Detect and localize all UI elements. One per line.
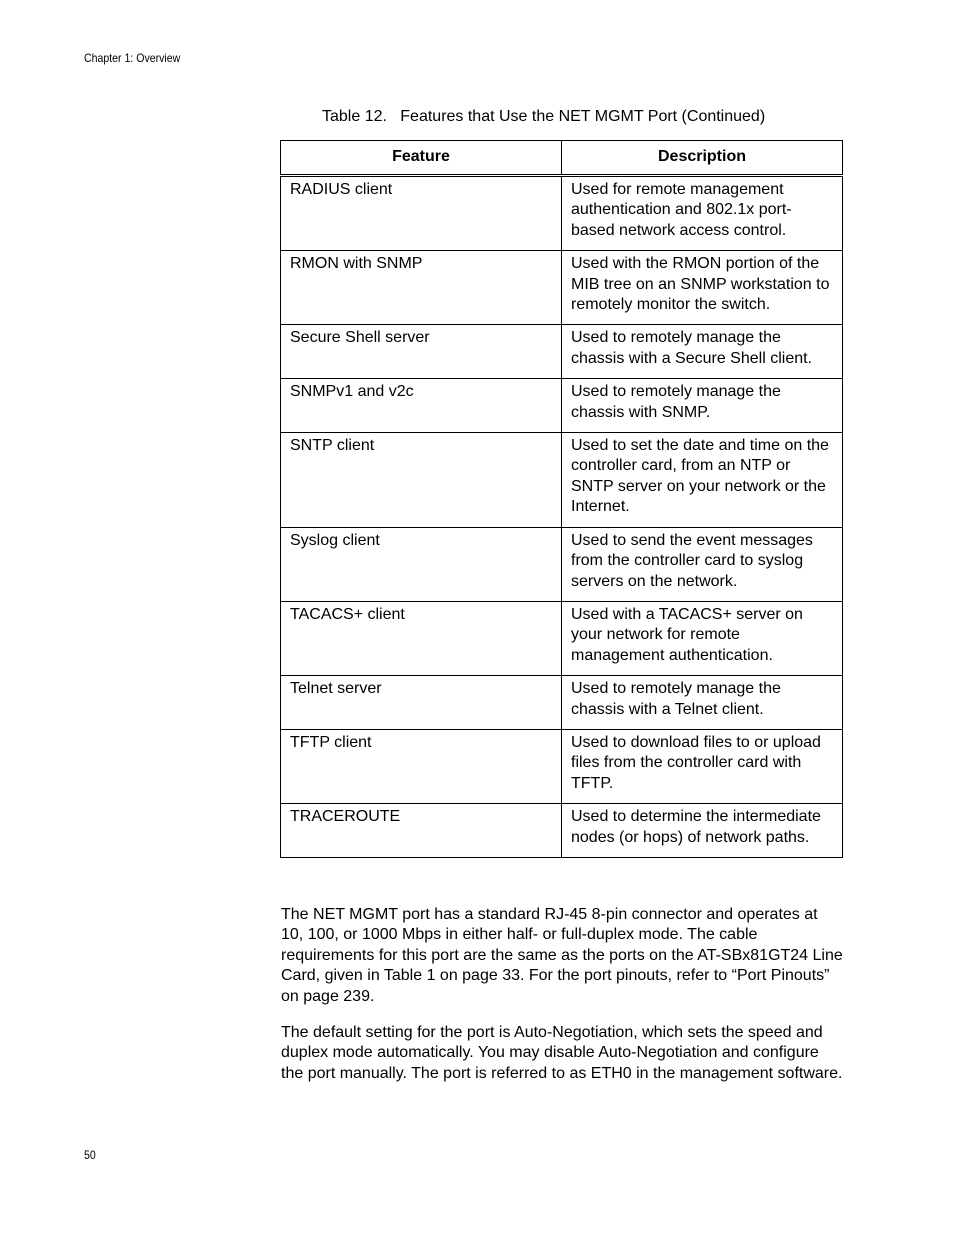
- table-row: [281, 601, 843, 675]
- feature-cell: Telnet server: [281, 676, 562, 730]
- description-cell: Used to remotely manage the chassis with SNMP.: [562, 379, 843, 433]
- feature-cell: SNTP client: [281, 433, 562, 528]
- table-row: [281, 527, 843, 601]
- table-header-row: [281, 141, 843, 176]
- column-header-feature: Feature: [281, 141, 562, 176]
- feature-cell: TACACS+ client: [281, 601, 562, 675]
- table-row: [281, 729, 843, 803]
- description-cell: Used to determine the intermediate nodes (or hops) of network paths.: [562, 804, 843, 858]
- features-table: [280, 140, 843, 858]
- description-cell: Used for remote management authentication and 802.1x port-based network access control.: [562, 176, 843, 251]
- feature-cell: Syslog client: [281, 527, 562, 601]
- body-paragraph-default-setting: The default setting for the port is Auto-Negotiation, which sets the speed and duplex mode automatically. You may disable Auto-Negotiation and configure the port manually. The port is referred to as ETH0 in the management software.: [281, 1024, 843, 1082]
- table-row: [281, 379, 843, 433]
- description-cell: Used to send the event messages from the controller card to syslog servers on the network.: [562, 527, 843, 601]
- description-cell: Used to remotely manage the chassis with a Secure Shell client.: [562, 325, 843, 379]
- table-row: [281, 176, 843, 251]
- feature-cell: RMON with SNMP: [281, 251, 562, 325]
- description-cell: Used with a TACACS+ server on your network for remote management authentication.: [562, 601, 843, 675]
- column-header-description: Description: [562, 141, 843, 176]
- feature-cell: RADIUS client: [281, 176, 562, 251]
- feature-cell: Secure Shell server: [281, 325, 562, 379]
- table-row: [281, 325, 843, 379]
- table-row: [281, 433, 843, 528]
- feature-cell: SNMPv1 and v2c: [281, 379, 562, 433]
- description-cell: Used with the RMON portion of the MIB tree on an SNMP workstation to remotely monitor the switch.: [562, 251, 843, 325]
- feature-cell: TFTP client: [281, 729, 562, 803]
- description-cell: Used to remotely manage the chassis with a Telnet client.: [562, 676, 843, 730]
- table-caption: Table 12. Features that Use the NET MGMT Port (Continued): [322, 108, 766, 125]
- table-row: [281, 676, 843, 730]
- running-header: Chapter 1: Overview: [84, 51, 181, 65]
- feature-cell: TRACEROUTE: [281, 804, 562, 858]
- table-row: [281, 251, 843, 325]
- page-number: 50: [84, 1148, 96, 1162]
- body-paragraph-connector: The NET MGMT port has a standard RJ-45 8-pin connector and operates at 10, 100, or 1000 Mbps in either half- or full-duplex mode. The cable requirements for this port are the same as the ports on the AT-SBx81GT24 Line Card, given in Table 1 on page 33. For the port pinouts, refer to “Port Pinouts” on page 239.: [281, 906, 843, 1005]
- description-cell: Used to download files to or upload files from the controller card with TFTP.: [562, 729, 843, 803]
- table-row: [281, 804, 843, 858]
- description-cell: Used to set the date and time on the controller card, from an NTP or SNTP server on your network or the Internet.: [562, 433, 843, 528]
